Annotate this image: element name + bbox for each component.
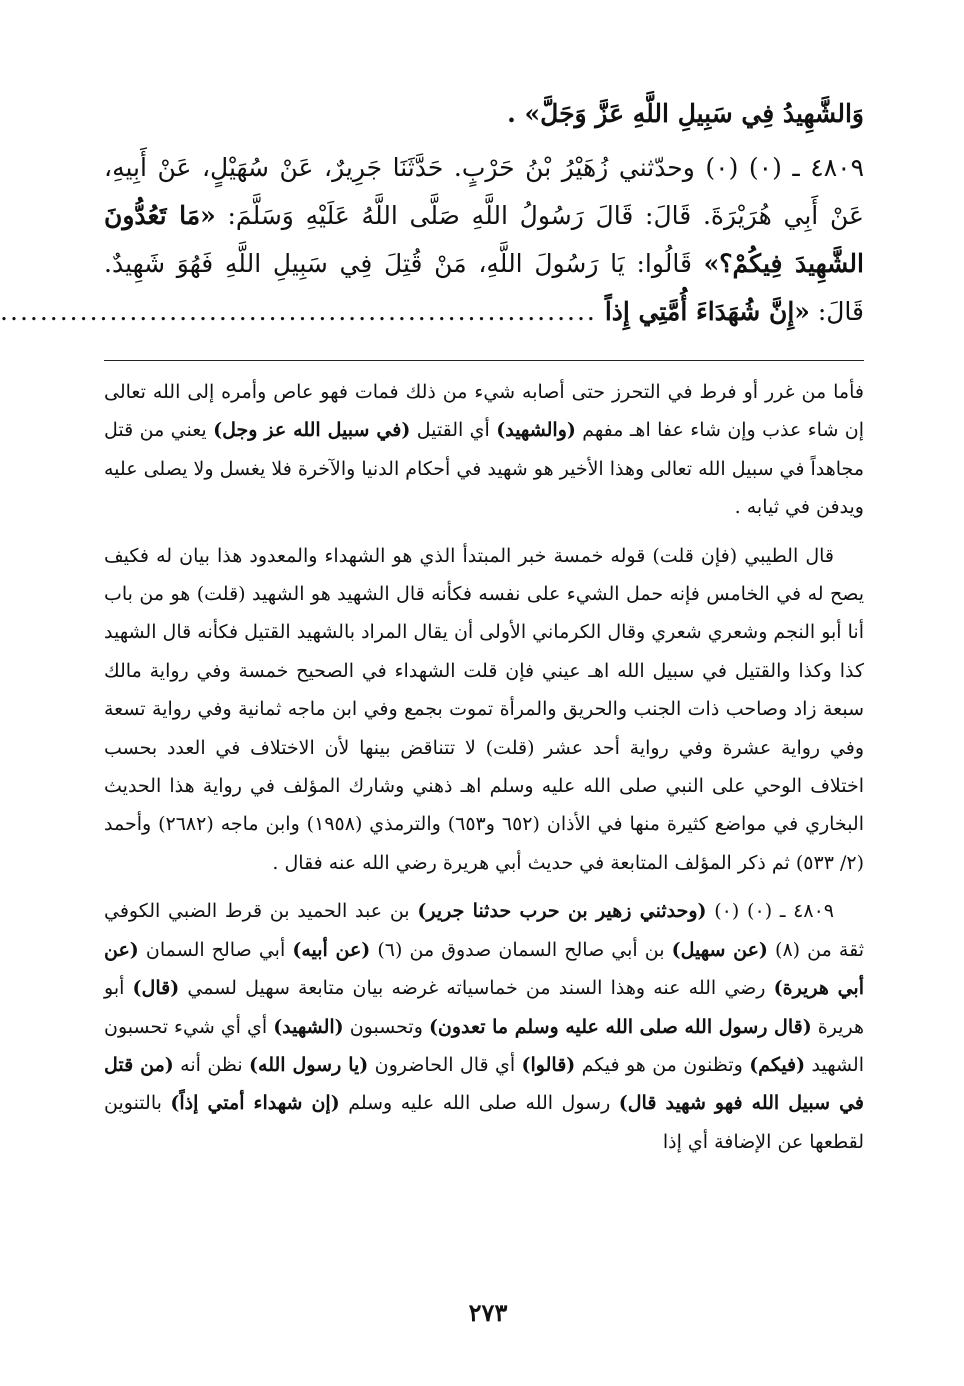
commentary-term: (في سبيل الله عز وجل) xyxy=(213,419,411,442)
commentary-text: رضي الله عنه وهذا السند من خماسياته غرضه بيان متابعة سهيل لسمي xyxy=(179,977,774,1000)
hadith-line xyxy=(104,90,864,138)
commentary-text: بن عبد الحميد بن قرط الضبي الكوفي ثقة من (٨) xyxy=(104,900,865,961)
commentary-paragraph xyxy=(104,892,864,1161)
commentary-text: وتحسبون xyxy=(343,1015,429,1038)
commentary-term: (يا رسول الله) xyxy=(249,1053,369,1076)
hadith-paragraph xyxy=(0,144,864,336)
hadith-quote: «إِنَّ شُهَدَاءَ أُمَّتِي إِذاً xyxy=(604,297,810,326)
commentary-text: نظن أنه xyxy=(173,1053,250,1076)
commentary-term: (عن أبي هريرة) xyxy=(104,938,864,1000)
page-body xyxy=(0,90,865,1171)
commentary-term: (الشهيد) xyxy=(273,1015,344,1038)
commentary-term: (وحدثني زهير بن حرب حدثنا جرير) xyxy=(417,900,707,923)
hadith-text: ٤٨٠٩ ـ (٠) (٠) وحدّثني زُهَيْرُ بْنُ حَرْبٍ. حَدَّثَنَا جَرِيرٌ، عَنْ سُهَيْلٍ، عَنْ أَبِيهِ، عَنْ أَبِي هُرَيْرَةَ. قَالَ: قَالَ رَسُولُ اللَّهِ صَلَّى اللَّهُ عَلَيْهِ وَسَلَّمَ: xyxy=(104,153,864,230)
ellipsis-dots: ............................................................ xyxy=(0,297,597,326)
commentary-term: (إن شهداء أمتي إذاً) xyxy=(170,1092,340,1115)
commentary-text: رسول الله صلى الله عليه وسلم xyxy=(339,1092,619,1115)
commentary-text: ٤٨٠٩ ـ (٠) (٠) xyxy=(706,900,834,923)
page-number: ٢٧٣ xyxy=(468,1298,508,1327)
commentary-term: (والشهيد) xyxy=(496,419,576,442)
commentary-text: أي أي شيء تحسبون الشهيد xyxy=(104,1015,864,1076)
hadith-text: وَالشَّهِيدُ فِي سَبِيلِ اللَّهِ عَزَّ وَجَلَّ» . xyxy=(507,99,864,128)
commentary-text: أبو هريرة xyxy=(104,977,864,1038)
commentary-text: أبي صالح السمان xyxy=(138,938,293,961)
commentary-term: (عن أبيه) xyxy=(292,938,371,961)
commentary-term: (قال) xyxy=(132,977,180,1000)
commentary-term: (فيكم) xyxy=(749,1053,806,1076)
commentary-text: أي قال الحاضرون xyxy=(368,1053,522,1076)
hadith-quote: «مَا تَعُدُّونَ الشَّهِيدَ فِيكُمْ؟» xyxy=(104,201,864,278)
commentary-text: فأما من غرر أو فرط في التحرز حتى أصابه شيء من ذلك فمات فهو عاص وأمره إلى الله تعالى إن شاء عذب وإن شاء عفا اهـ مفهم xyxy=(104,381,864,442)
commentary-text: قال الطيبي (فإن قلت) قوله خمسة خبر المبتدأ الذي هو الشهداء والمعدود هذا بيان له فكيف يصح له في الخامس فإنه حمل الشيء على نفسه فكأنه قال الشهيد هو الشهيد (قلت) هو من باب أنا أبو النجم وشعري شعري وقال الكرماني الأولى أن يقال المراد بالشهيد القتيل فكأنه قال الشهيد كذا وكذا والقتيل في سبيل الله اهـ عيني فإن قلت الشهداء في الصحيح خمسة وفي رواية مالك سبعة زاد وصاحب ذات الجنب والحريق والمرأة تموت بجمع وفي ابن ماجه ثمانية وفي رواية تسعة وفي رواية عشرة وفي رواية أحد عشر (قلت) لا تتناقض بينها لأن الاختلاف في العدد بحسب اختلاف الوحي على النبي صلى الله عليه وسلم اهـ ذهني وشارك المؤلف في رواية هذا الحديث البخاري في مواضع كثيرة منها في الأذان (٦٥٢ و٦٥٣) والترمذي (١٩٥٨) وابن ماجه (٢٦٨٢) وأحمد (٢/ ٥٣٣) ثم ذكر المؤلف المتابعة في حديث أبي هريرة رضي الله عنه فقال . xyxy=(104,544,864,874)
commentary-text: يعني من قتل مجاهداً في سبيل الله تعالى وهذا الأخير هو شهيد في أحكام الدنيا والآخرة فلا يغسل ولا يصلى عليه ويدفن في ثيابه . xyxy=(104,419,864,519)
commentary-text: بالتنوين لقطعها عن الإضافة أي إذا xyxy=(104,1092,864,1153)
commentary-text: وتظنون من هو فيكم xyxy=(575,1053,750,1076)
commentary-paragraph xyxy=(104,373,864,527)
commentary-term: (عن سهيل) xyxy=(671,938,768,961)
commentary-term: (قال رسول الله صلى الله عليه وسلم ما تعدون) xyxy=(428,1015,812,1038)
commentary-term: (قالوا) xyxy=(521,1053,576,1076)
commentary-paragraph xyxy=(104,537,864,883)
commentary-term: (من قتل في سبيل الله فهو شهيد قال) xyxy=(104,1053,864,1115)
commentary-text: بن أبي صالح السمان صدوق من (٦) xyxy=(370,938,672,961)
commentary-text: أي القتيل xyxy=(410,419,497,442)
hadith-text: قَالُوا: يَا رَسُولَ اللَّهِ، مَنْ قُتِلَ فِي سَبِيلِ اللَّهِ فَهُوَ شَهِيدٌ. قَالَ: xyxy=(104,249,864,326)
divider xyxy=(104,360,864,361)
